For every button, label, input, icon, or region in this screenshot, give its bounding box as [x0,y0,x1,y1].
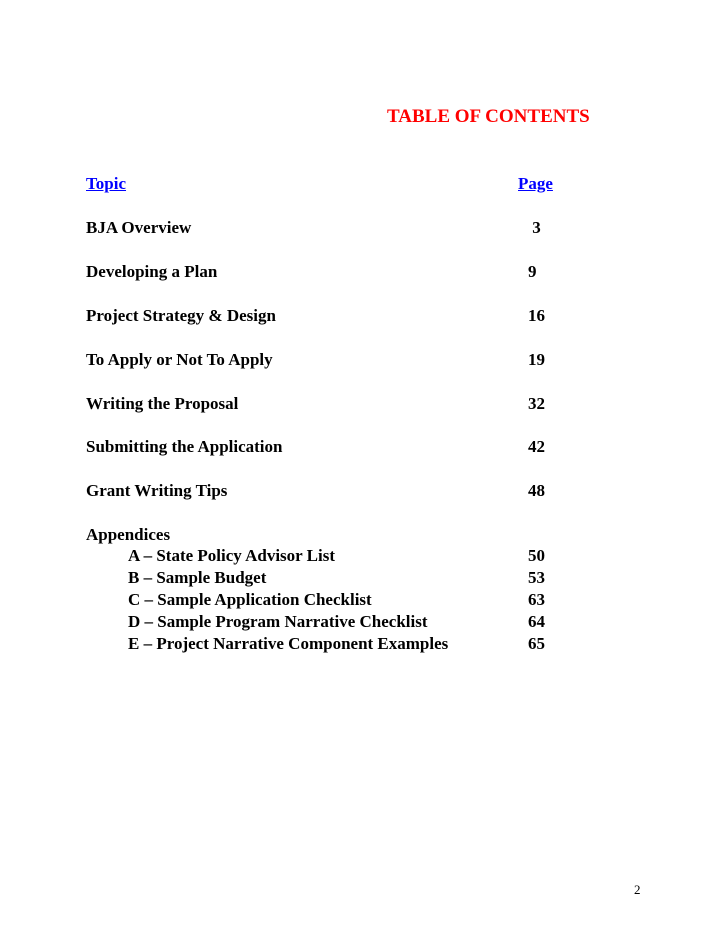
toc-entry-page: 9 [528,262,537,281]
appendices-heading: Appendices [86,525,171,544]
appendix-entry-title: C – Sample Application Checklist [128,590,372,609]
toc-entry-page: 32 [528,394,545,413]
appendix-entry-page: 63 [528,590,545,609]
toc-entry-page: 3 [528,218,541,237]
toc-entry-title: Developing a Plan [86,262,218,281]
appendix-entry-page: 64 [528,612,545,631]
toc-entry-title: Project Strategy & Design [86,306,276,325]
toc-entry-page: 16 [528,306,545,325]
appendix-entry-page: 50 [528,546,545,565]
toc-entry-title: Grant Writing Tips [86,481,228,500]
toc-entry-title: BJA Overview [86,218,192,237]
appendix-entry-page: 53 [528,568,545,587]
page-number: 2 [634,882,641,897]
appendix-entry-title: B – Sample Budget [128,568,267,587]
page-header-link[interactable]: Page [518,174,553,193]
appendix-entry-title: E – Project Narrative Component Examples [128,634,449,653]
toc-entry-page: 48 [528,481,545,500]
toc-entry-title: Writing the Proposal [86,394,239,413]
toc-entry-page: 42 [528,437,545,456]
toc-entry-page: 19 [528,350,545,369]
toc-entry-title: Submitting the Application [86,437,283,456]
appendix-entry-title: A – State Policy Advisor List [128,546,335,565]
appendix-entry-title: D – Sample Program Narrative Checklist [128,612,428,631]
topic-header-link[interactable]: Topic [86,174,127,193]
toc-title: TABLE OF CONTENTS [387,106,590,127]
appendix-entry-page: 65 [528,634,545,653]
toc-entry-title: To Apply or Not To Apply [86,350,273,369]
